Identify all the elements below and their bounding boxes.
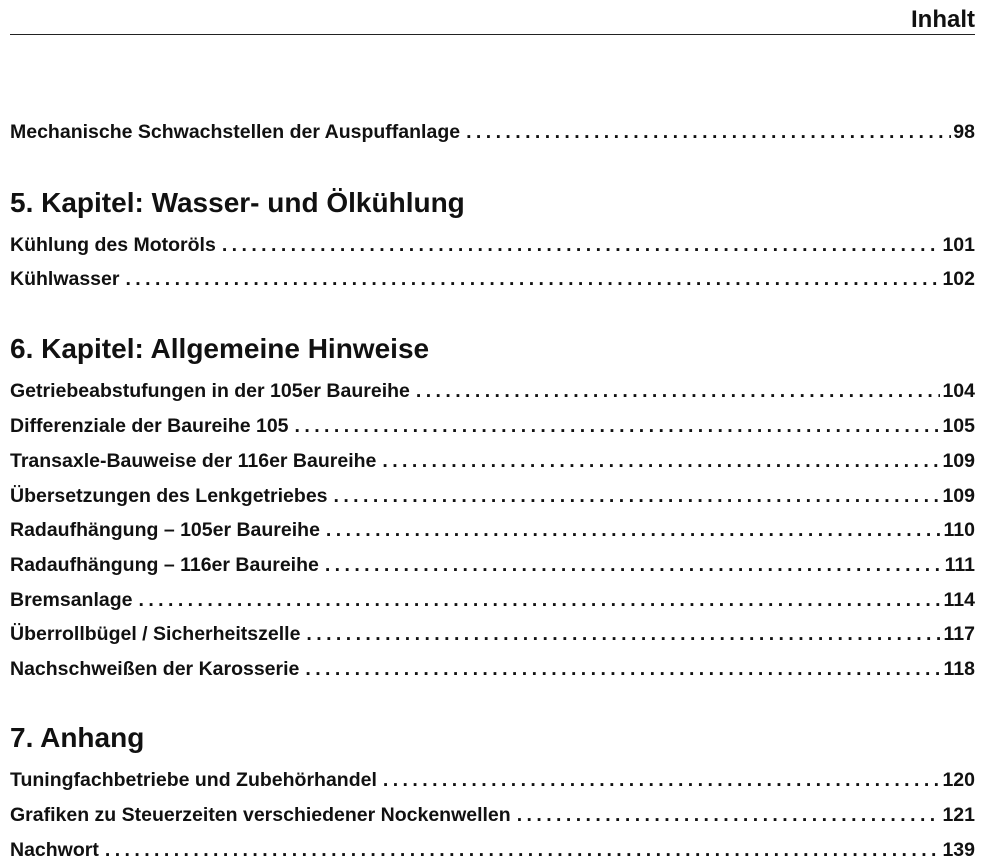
toc-entry-page: 109 [942,485,975,507]
toc-entry[interactable] [10,517,975,543]
toc-entry[interactable] [10,448,975,474]
toc-entry-page: 102 [942,268,975,290]
toc-entry-title: Nachschweißen der Karosserie [10,658,300,680]
chapter-heading: 5. Kapitel: Wasser- und Ölkühlung [10,187,465,218]
toc-entry[interactable] [10,552,975,578]
dot-leader [334,483,941,509]
dot-leader [382,448,940,474]
toc-entry[interactable] [10,119,975,145]
running-header [10,6,975,35]
toc-entry-title: Tuningfachbetriebe und Zubehörhandel [10,769,377,791]
toc-entry[interactable] [10,378,975,404]
dot-leader [383,767,941,793]
dot-leader [222,232,941,258]
toc-entry-page: 98 [953,121,975,143]
toc-entry-page: 111 [944,554,975,576]
dot-leader [295,413,941,439]
toc-entry-page: 120 [942,769,975,791]
dot-leader [326,517,942,543]
toc-entry-page: 139 [942,839,975,861]
toc-entry-title: Differenziale der Baureihe 105 [10,415,289,437]
dot-leader [325,552,943,578]
toc-entry-title: Getriebeabstufungen in der 105er Baureihe [10,380,410,402]
toc-entry-page: 105 [942,415,975,437]
toc-entry-title: Transaxle-Bauweise der 116er Baureihe [10,450,377,472]
toc-entry-page: 118 [943,658,975,680]
toc-entry-title: Kühlung des Motoröls [10,234,216,256]
toc-entry-title: Bremsanlage [10,589,133,611]
toc-entry-page: 109 [942,450,975,472]
toc-entry[interactable] [10,587,975,613]
dot-leader [305,656,941,682]
toc-entry-page: 117 [943,623,975,645]
toc-page [10,0,975,868]
dot-leader [416,378,941,404]
dot-leader [517,802,941,828]
toc-entry-title: Kühlwasser [10,268,120,290]
toc-entry[interactable] [10,802,975,828]
toc-entry-title: Übersetzungen des Lenkgetriebes [10,485,328,507]
toc-entry-page: 121 [942,804,975,826]
toc-entry-title: Mechanische Schwachstellen der Auspuffanlage [10,121,461,143]
dot-leader [306,621,941,647]
dot-leader [466,119,951,145]
toc-entry[interactable] [10,266,975,292]
toc-entry-page: 104 [942,380,975,402]
toc-entry[interactable] [10,621,975,647]
dot-leader [138,587,941,613]
toc-entry-title: Grafiken zu Steuerzeiten verschiedener Nockenwellen [10,804,511,826]
toc-entry[interactable] [10,837,975,863]
toc-entry[interactable] [10,232,975,258]
dot-leader [125,266,940,292]
toc-entry-title: Überrollbügel / Sicherheitszelle [10,623,301,645]
toc-entry-page: 110 [943,519,975,541]
toc-entry-title: Radaufhängung – 105er Baureihe [10,519,320,541]
toc-entry[interactable] [10,413,975,439]
toc-entry-title: Radaufhängung – 116er Baureihe [10,554,319,576]
toc-entry[interactable] [10,483,975,509]
chapter-heading: 7. Anhang [10,722,145,753]
toc-entry-page: 114 [943,589,975,611]
page-title: Inhalt [911,6,975,33]
toc-entry-page: 101 [942,234,975,256]
toc-entry[interactable] [10,767,975,793]
toc-entry[interactable] [10,656,975,682]
chapter-heading: 6. Kapitel: Allgemeine Hinweise [10,333,430,364]
toc-entry-title: Nachwort [10,839,99,861]
dot-leader [105,837,941,863]
